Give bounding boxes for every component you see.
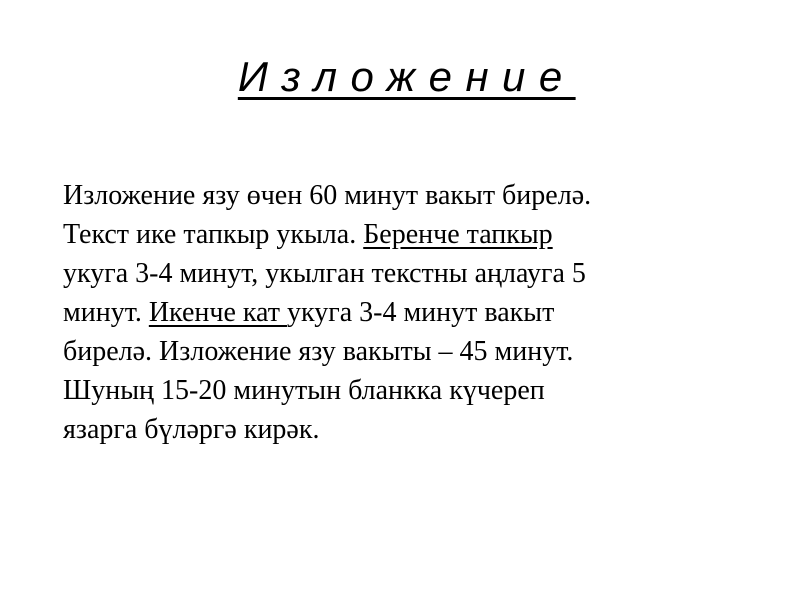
body-line-7: язарга бүләргә кирәк. <box>63 414 320 445</box>
body-line-4 <box>63 293 763 332</box>
body-line-6: Шуның 15-20 минутын бланкка күчереп <box>63 375 545 406</box>
body-line-4-text-a: минут. <box>63 297 149 328</box>
body-line-4-text-c: укуга 3-4 минут вакыт <box>287 297 555 328</box>
slide-title <box>0 52 800 102</box>
underlined-phrase-second-reading: Икенче кат <box>148 297 287 328</box>
body-line-2 <box>63 215 763 254</box>
slide-body-text <box>63 176 763 449</box>
body-line-3: укуга 3-4 минут, укылган текстны аңлауга 5 <box>63 258 586 289</box>
body-line-1: Изложение язу өчен 60 минут вакыт бирелә. <box>63 180 592 211</box>
body-line-2-text: Текст ике тапкыр укыла. <box>63 219 364 250</box>
underlined-phrase-first-reading: Беренче тапкыр <box>363 219 553 250</box>
slide-title-text: Изложение <box>237 53 576 100</box>
body-line-5: бирелә. Изложение язу вакыты – 45 минут. <box>63 336 574 367</box>
